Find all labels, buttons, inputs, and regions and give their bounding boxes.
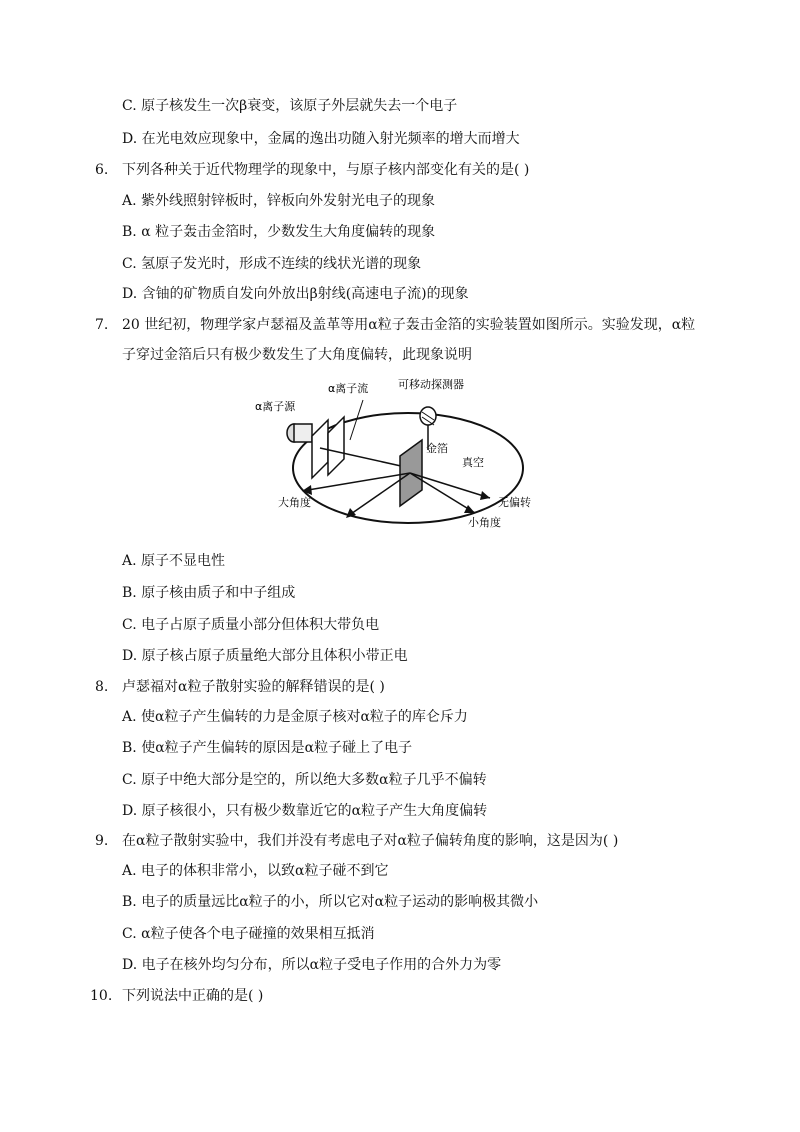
ray-large-angle-1 [308,473,410,490]
rutherford-scattering-figure [250,378,550,528]
question-number-10: 10. [90,988,113,1004]
q9-option-d: D. 电子在核外均匀分布，所以α粒子受电子作用的合外力为零 [122,957,502,973]
label-beam: α离子流 [328,382,369,395]
label-detector: 可移动探测器 [398,378,464,391]
q9-option-b: B. 电子的质量远比α粒子的小，所以它对α粒子运动的影响极其微小 [122,894,539,910]
collimator-plate-2 [328,417,344,475]
q5-option-d: D. 在光电效应现象中，金属的逸出功随入射光频率的增大而增大 [122,131,520,147]
question-number-7: 7. [95,317,109,333]
q8-option-d: D. 原子核很小，只有极少数靠近它的α粒子产生大角度偏转 [122,803,488,819]
arrow-small-angle [464,505,475,513]
q8-option-b: B. 使α粒子产生偏转的原因是α粒子碰上了电子 [122,740,413,756]
q7-option-c: C. 电子占原子质量小部分但体积大带负电 [122,617,380,633]
ray-small-angle [410,473,475,513]
q8-option-c: C. 原子中绝大部分是空的，所以绝大多数α粒子几乎不偏转 [122,772,487,788]
label-small-angle: 小角度 [468,516,501,528]
question-7-stem-line1: 20 世纪初，物理学家卢瑟福及盖革等用α粒子轰击金箔的实验装置如图所示。实验发现，α粒 [122,317,696,333]
label-large-angle: 大角度 [278,496,311,509]
arrow-no-deflection [480,491,490,500]
q9-option-c: C. α粒子使各个电子碰撞的效果相互抵消 [122,926,375,942]
question-10-stem: 下列说法中正确的是( ) [122,988,264,1004]
q5-option-c: C. 原子核发生一次β衰变，该原子外层就失去一个电子 [122,98,458,114]
q6-option-b: B. α 粒子轰击金箔时，少数发生大角度偏转的现象 [122,224,436,240]
q7-option-d: D. 原子核占原子质量绝大部分且体积小带正电 [122,648,408,664]
question-8-stem: 卢瑟福对α粒子散射实验的解释错误的是( ) [122,679,385,695]
q6-option-c: C. 氢原子发光时，形成不连续的线状光谱的现象 [122,256,422,272]
label-vacuum: 真空 [462,456,484,469]
question-9-stem: 在α粒子散射实验中，我们并没有考虑电子对α粒子偏转角度的影响，这是因为( ) [122,833,619,849]
label-source: α离子源 [255,400,296,413]
q7-option-b: B. 原子核由质子和中子组成 [122,585,296,601]
question-7-stem-line2: 子穿过金箔后只有极少数发生了大角度偏转，此现象说明 [122,347,472,363]
question-number-6: 6. [95,162,109,178]
question-number-9: 9. [95,833,109,849]
q6-option-a: A. 紫外线照射锌板时，锌板向外发射光电子的现象 [122,193,436,209]
q9-option-a: A. 电子的体积非常小，以致α粒子碰不到它 [122,863,389,879]
q8-option-a: A. 使α粒子产生偏转的力是金原子核对α粒子的库仑斥力 [122,709,468,725]
source-body [294,424,312,442]
q7-option-a: A. 原子不显电性 [122,553,226,569]
question-6-stem: 下列各种关于近代物理学的现象中，与原子核内部变化有关的是( ) [122,162,530,178]
label-no-deflection: 无偏转 [498,496,531,509]
question-number-8: 8. [95,679,109,695]
q6-option-d: D. 含铀的矿物质自发向外放出β射线(高速电子流)的现象 [122,286,469,302]
label-foil: 金箔 [426,442,448,455]
